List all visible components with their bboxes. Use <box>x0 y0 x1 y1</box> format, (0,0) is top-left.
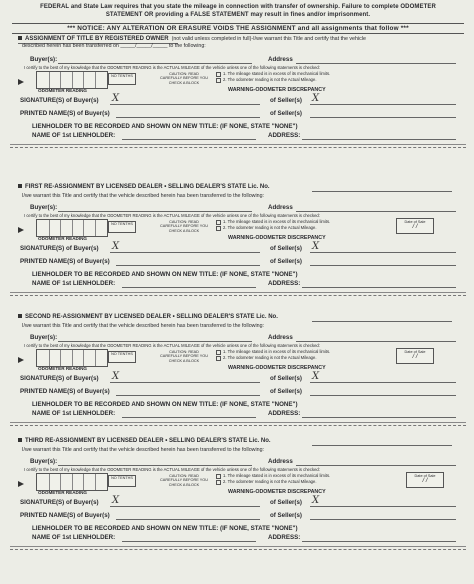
statement-2: 2. The odometer reading is not the Actual Mileage. <box>223 77 317 82</box>
header-line-2: STATEMENT OR providing a FALSE STATEMENT may result in fines and/or imprisonment. <box>105 11 371 18</box>
printed-names-sellers-label: of Seller(s) <box>270 110 302 117</box>
lienholder-address-field[interactable] <box>302 541 456 542</box>
signature-buyers-field[interactable] <box>110 252 260 253</box>
odometer-reading-label: ODOMETER READING <box>38 236 88 241</box>
signature-sellers-x: X <box>312 495 320 506</box>
odometer-reading-label: ODOMETER READING <box>38 88 88 93</box>
signature-sellers-label: of Seller(s) <box>270 499 302 506</box>
buyers-field[interactable] <box>58 341 252 342</box>
date-of-sale-box[interactable] <box>406 472 444 488</box>
printed-names-buyers-label: PRINTED NAME(S) of Buyer(s) <box>20 388 110 395</box>
signature-sellers-field[interactable] <box>310 506 456 507</box>
printed-names-buyers-field[interactable] <box>116 395 260 396</box>
lienholder-heading: LIENHOLDER TO BE RECORDED AND SHOWN ON NEW TITLE: (IF NONE, STATE "NONE") <box>32 123 298 130</box>
square-bullet-icon <box>18 184 22 188</box>
lienholder-name-field[interactable] <box>122 139 256 140</box>
buyers-field[interactable] <box>58 465 252 466</box>
lienholder-address-label: ADDRESS: <box>268 132 301 139</box>
lienholder-address-field[interactable] <box>302 287 456 288</box>
section-title <box>18 36 366 42</box>
caution-text: CAUTION: READ CAREFULLY BEFORE YOU CHECK A BLOCK <box>160 72 208 85</box>
address-field[interactable] <box>296 341 456 342</box>
odometer-reading-box[interactable] <box>36 473 108 491</box>
address-label: Address <box>268 458 293 465</box>
arrow-right-icon <box>18 227 24 233</box>
printed-names-buyers-field[interactable] <box>116 117 260 118</box>
printed-names-sellers-field[interactable] <box>310 519 456 520</box>
odometer-digit-divider <box>49 220 50 236</box>
signature-sellers-x: X <box>312 371 320 382</box>
lienholder-address-field[interactable] <box>302 139 456 140</box>
checkbox-not-actual-mileage[interactable] <box>216 480 221 485</box>
buyers-label: Buyer(s): <box>30 56 58 63</box>
lienholder-name-label: NAME OF 1st LIENHOLDER: <box>32 132 116 139</box>
no-tenths-box: NO TENTHS <box>108 475 136 487</box>
signature-sellers-x: X <box>312 241 320 252</box>
address-field[interactable] <box>296 465 456 466</box>
statement-2: 2. The odometer reading is not the Actual Mileage. <box>223 225 317 230</box>
section-title-text: THIRD RE-ASSIGNMENT BY LICENSED DEALER • SELLING DEALER'S STATE Lic. No. <box>25 438 271 444</box>
signature-buyers-x: X <box>112 495 120 506</box>
odometer-reading-box[interactable] <box>36 349 108 367</box>
checkbox-not-actual-mileage[interactable] <box>216 356 221 361</box>
printed-names-buyers-label: PRINTED NAME(S) of Buyer(s) <box>20 258 110 265</box>
arrow-right-icon <box>18 481 24 487</box>
address-label: Address <box>268 334 293 341</box>
section-title-text: SECOND RE-ASSIGNMENT BY LICENSED DEALER • SELLING DEALER'S STATE Lic. No. <box>25 314 278 320</box>
buyers-label: Buyer(s): <box>30 334 58 341</box>
odometer-digit-divider <box>95 220 96 236</box>
assignment-section-1 <box>0 36 474 181</box>
lienholder-heading: LIENHOLDER TO BE RECORDED AND SHOWN ON NEW TITLE: (IF NONE, STATE "NONE") <box>32 525 298 532</box>
assignment-section-4 <box>0 438 474 578</box>
buyers-label: Buyer(s): <box>30 458 58 465</box>
printed-names-sellers-label: of Seller(s) <box>270 512 302 519</box>
signature-sellers-label: of Seller(s) <box>270 245 302 252</box>
signature-sellers-label: of Seller(s) <box>270 97 302 104</box>
signature-sellers-label: of Seller(s) <box>270 375 302 382</box>
odometer-reading-box[interactable] <box>36 219 108 237</box>
signature-buyers-field[interactable] <box>110 506 260 507</box>
no-tenths-box: NO TENTHS <box>108 351 136 363</box>
lienholder-address-label: ADDRESS: <box>268 534 301 541</box>
address-label: Address <box>268 204 293 211</box>
odometer-digit-divider <box>49 350 50 366</box>
section-title <box>18 184 270 190</box>
printed-names-sellers-field[interactable] <box>310 265 456 266</box>
odometer-digit-divider <box>60 220 61 236</box>
buyers-label: Buyer(s): <box>30 204 58 211</box>
signature-sellers-field[interactable] <box>310 252 456 253</box>
statement-2: 2. The odometer reading is not the Actual Mileage. <box>223 355 317 360</box>
square-bullet-icon <box>18 438 22 442</box>
lienholder-name-label: NAME OF 1st LIENHOLDER: <box>32 280 116 287</box>
certify-text: I certify to the best of my knowledge that the ODOMETER READING is the ACTUAL MILEAGE of the vehicle unless one of the following statements is checked: <box>24 343 320 348</box>
odometer-digit-divider <box>72 350 73 366</box>
square-bullet-icon <box>18 314 22 318</box>
signature-buyers-label: SIGNATURE(S) of Buyer(s) <box>20 245 99 252</box>
signature-buyers-label: SIGNATURE(S) of Buyer(s) <box>20 375 99 382</box>
section-divider-dashed <box>10 147 466 148</box>
date-of-sale-label: Date of Sale <box>404 220 426 224</box>
notice-banner: *** NOTICE: ANY ALTERATION OR ERASURE VOIDS THE ASSIGNMENT and all assignments that follow *** <box>12 23 464 34</box>
printed-names-buyers-label: PRINTED NAME(S) of Buyer(s) <box>20 512 110 519</box>
signature-buyers-x: X <box>112 93 120 104</box>
no-tenths-box: NO TENTHS <box>108 221 136 233</box>
dealer-license-line[interactable] <box>312 321 452 322</box>
odometer-digit-divider <box>60 474 61 490</box>
checkbox-excess-mileage[interactable] <box>216 72 221 77</box>
lienholder-address-label: ADDRESS: <box>268 410 301 417</box>
date-of-sale-value[interactable]: / / <box>412 224 418 230</box>
lienholder-name-field[interactable] <box>122 417 256 418</box>
printed-names-buyers-label: PRINTED NAME(S) of Buyer(s) <box>20 110 110 117</box>
odometer-digit-divider <box>95 72 96 88</box>
odometer-reading-label: ODOMETER READING <box>38 490 88 495</box>
address-field[interactable] <box>296 63 456 64</box>
section-title-text: ASSIGNMENT OF TITLE BY REGISTERED OWNER <box>25 36 169 42</box>
signature-buyers-field[interactable] <box>110 382 260 383</box>
lienholder-name-field[interactable] <box>122 541 256 542</box>
odometer-digit-divider <box>72 72 73 88</box>
odometer-digit-divider <box>83 474 84 490</box>
certify-text: I certify to the best of my knowledge that the ODOMETER READING is the ACTUAL MILEAGE of the vehicle unless one of the following statements is checked: <box>24 467 320 472</box>
certify-text: I certify to the best of my knowledge that the ODOMETER READING is the ACTUAL MILEAGE of the vehicle unless one of the following statements is checked: <box>24 213 320 218</box>
odometer-digit-divider <box>83 220 84 236</box>
odometer-reading-label: ODOMETER READING <box>38 366 88 371</box>
printed-names-buyers-field[interactable] <box>116 265 260 266</box>
date-of-sale-label: Date of Sale <box>414 474 436 478</box>
lienholder-name-field[interactable] <box>122 287 256 288</box>
printed-names-sellers-field[interactable] <box>310 117 456 118</box>
date-of-sale-box[interactable] <box>396 218 434 234</box>
certify-text: I certify to the best of my knowledge that the ODOMETER READING is the ACTUAL MILEAGE of the vehicle unless one of the following statements is checked: <box>24 65 320 70</box>
section-title-text: FIRST RE-ASSIGNMENT BY LICENSED DEALER • SELLING DEALER'S STATE Lic. No. <box>25 184 270 190</box>
header-text <box>18 4 458 19</box>
odometer-warning: WARNING-ODOMETER DISCREPANCY <box>228 235 326 241</box>
signature-sellers-field[interactable] <box>310 382 456 383</box>
signature-buyers-x: X <box>112 241 120 252</box>
odometer-digit-divider <box>83 72 84 88</box>
odometer-digit-divider <box>49 474 50 490</box>
section-divider-dashed <box>10 425 466 426</box>
lienholder-heading: LIENHOLDER TO BE RECORDED AND SHOWN ON NEW TITLE: (IF NONE, STATE "NONE") <box>32 401 298 408</box>
section-title <box>18 314 278 320</box>
checkbox-not-actual-mileage[interactable] <box>216 78 221 83</box>
section-divider-dashed <box>10 549 466 550</box>
address-label: Address <box>268 56 293 63</box>
printed-names-sellers-label: of Seller(s) <box>270 388 302 395</box>
signature-sellers-field[interactable] <box>310 104 456 105</box>
odometer-digit-divider <box>49 72 50 88</box>
date-of-sale-value[interactable]: / / <box>422 478 428 484</box>
section-subtitle: described herein has been transferred on _____/_____/_____ to the following: <box>22 43 206 49</box>
section-title-rest: (not valid unless completed in full)-I/we warrant this Title and certify that the vehicle <box>171 36 366 42</box>
odometer-digit-divider <box>60 350 61 366</box>
lienholder-name-label: NAME OF 1st LIENHOLDER: <box>32 534 116 541</box>
checkbox-not-actual-mileage[interactable] <box>216 226 221 231</box>
statement-1: 1. The mileage stated is in excess of its mechanical limits. <box>223 71 331 76</box>
caution-text: CAUTION: READ CAREFULLY BEFORE YOU CHECK A BLOCK <box>160 474 208 487</box>
header-line-1: FEDERAL and State Law requires that you state the mileage in connection with transfer of ownership. Failure to complete ODOMETER <box>40 4 436 10</box>
checkbox-excess-mileage[interactable] <box>216 474 221 479</box>
odometer-digit-divider <box>95 350 96 366</box>
section-divider <box>10 144 466 145</box>
printed-names-sellers-field[interactable] <box>310 395 456 396</box>
assignment-section-3 <box>0 314 474 436</box>
odometer-digit-divider <box>83 350 84 366</box>
square-bullet-icon <box>18 36 22 40</box>
date-of-sale-box[interactable] <box>396 348 434 364</box>
address-field[interactable] <box>296 211 456 212</box>
section-divider <box>10 546 466 547</box>
odometer-reading-box[interactable] <box>36 71 108 89</box>
lienholder-heading: LIENHOLDER TO BE RECORDED AND SHOWN ON NEW TITLE: (IF NONE, STATE "NONE") <box>32 271 298 278</box>
odometer-digit-divider <box>72 474 73 490</box>
no-tenths-box: NO TENTHS <box>108 73 136 85</box>
statement-1: 1. The mileage stated is in excess of its mechanical limits. <box>223 219 331 224</box>
lienholder-address-field[interactable] <box>302 417 456 418</box>
signature-buyers-label: SIGNATURE(S) of Buyer(s) <box>20 499 99 506</box>
dealer-warrant-text: I/we warrant this Title and certify that the vehicle described herein has been transferred to the following: <box>22 193 265 199</box>
checkbox-excess-mileage[interactable] <box>216 220 221 225</box>
caution-text: CAUTION: READ CAREFULLY BEFORE YOU CHECK A BLOCK <box>160 350 208 363</box>
date-of-sale-label: Date of Sale <box>404 350 426 354</box>
dealer-license-line[interactable] <box>312 445 452 446</box>
section-divider <box>10 292 466 293</box>
odometer-digit-divider <box>60 72 61 88</box>
arrow-right-icon <box>18 357 24 363</box>
printed-names-sellers-label: of Seller(s) <box>270 258 302 265</box>
dealer-warrant-text: I/we warrant this Title and certify that the vehicle described herein has been transferred to the following: <box>22 323 265 329</box>
lienholder-address-label: ADDRESS: <box>268 280 301 287</box>
checkbox-excess-mileage[interactable] <box>216 350 221 355</box>
printed-names-buyers-field[interactable] <box>116 519 260 520</box>
statement-1: 1. The mileage stated is in excess of its mechanical limits. <box>223 473 331 478</box>
odometer-warning: WARNING-ODOMETER DISCREPANCY <box>228 87 326 93</box>
dealer-warrant-text: I/we warrant this Title and certify that the vehicle described herein has been transferred to the following: <box>22 447 265 453</box>
assignment-section-2 <box>0 184 474 312</box>
dealer-license-line[interactable] <box>312 191 452 192</box>
odometer-warning: WARNING-ODOMETER DISCREPANCY <box>228 489 326 495</box>
caution-text: CAUTION: READ CAREFULLY BEFORE YOU CHECK A BLOCK <box>160 220 208 233</box>
arrow-right-icon <box>18 79 24 85</box>
lienholder-name-label: NAME OF 1st LIENHOLDER: <box>32 410 116 417</box>
section-title <box>18 438 271 444</box>
odometer-digit-divider <box>72 220 73 236</box>
date-of-sale-value[interactable]: / / <box>412 354 418 360</box>
signature-buyers-field[interactable] <box>110 104 260 105</box>
signature-buyers-x: X <box>112 371 120 382</box>
buyers-field[interactable] <box>58 63 252 64</box>
statement-2: 2. The odometer reading is not the Actual Mileage. <box>223 479 317 484</box>
section-divider <box>10 422 466 423</box>
signature-buyers-label: SIGNATURE(S) of Buyer(s) <box>20 97 99 104</box>
signature-sellers-x: X <box>312 93 320 104</box>
odometer-digit-divider <box>95 474 96 490</box>
odometer-warning: WARNING-ODOMETER DISCREPANCY <box>228 365 326 371</box>
statement-1: 1. The mileage stated is in excess of its mechanical limits. <box>223 349 331 354</box>
section-divider-dashed <box>10 295 466 296</box>
buyers-field[interactable] <box>58 211 252 212</box>
